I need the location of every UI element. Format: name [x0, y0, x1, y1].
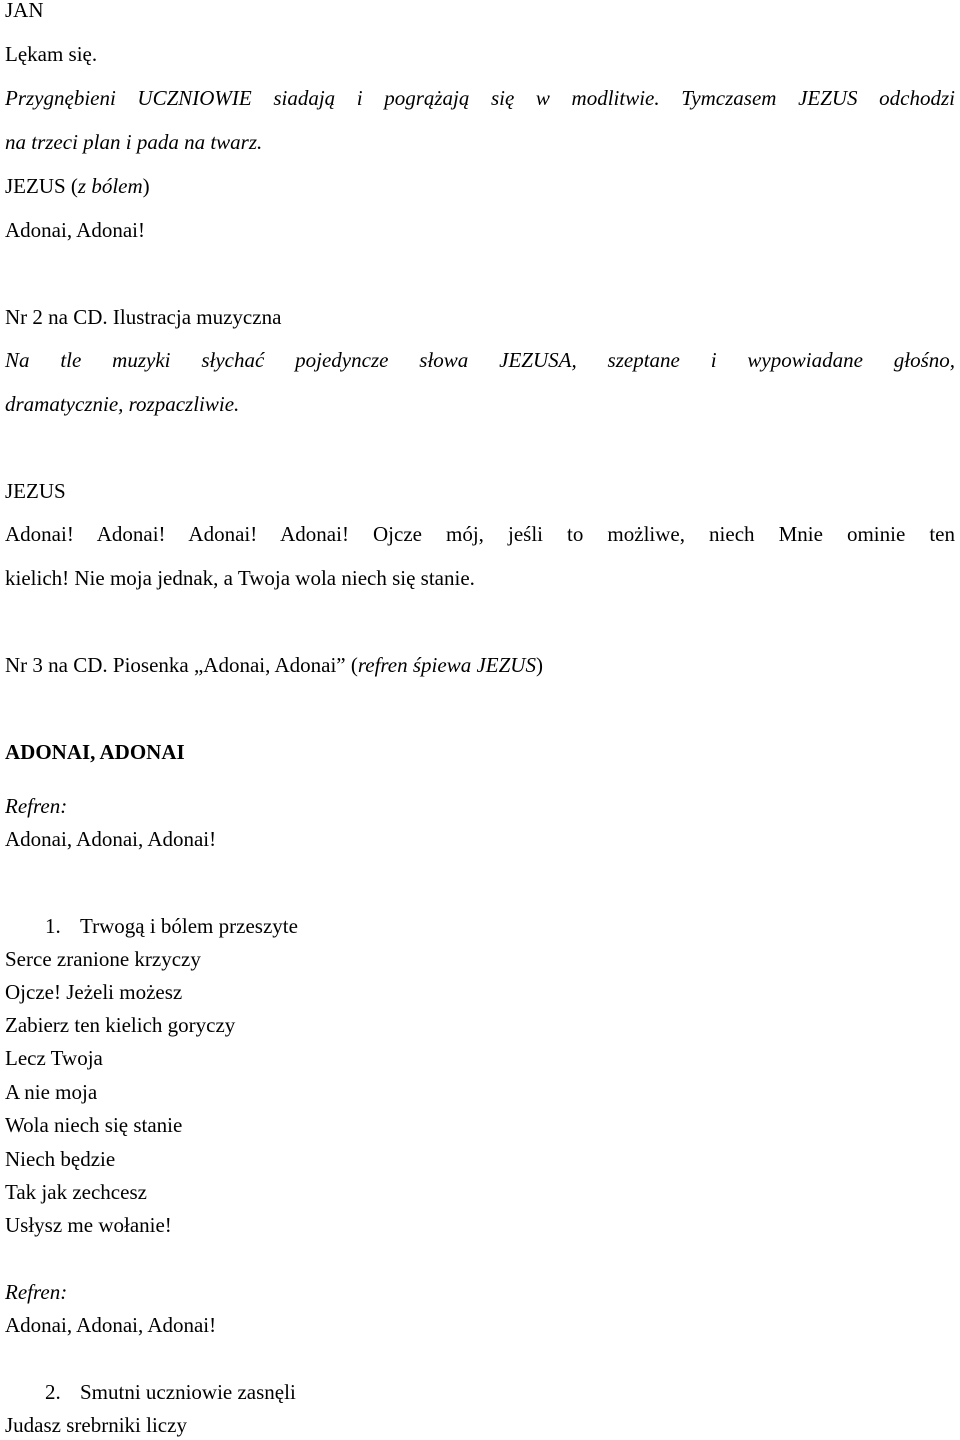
cd-track-note: Nr 2 na CD. Ilustracja muzyczna	[5, 305, 282, 329]
verse-line: Serce zranione krzyczy	[5, 947, 201, 971]
dialogue-line: Lękam się.	[5, 42, 98, 66]
speaker-name: JEZUS (	[5, 174, 78, 198]
refrain-label: Refren:	[5, 794, 68, 818]
refrain-text: Adonai, Adonai, Adonai!	[5, 1313, 217, 1337]
speaker-jan: JAN	[5, 0, 44, 22]
verse-1-line-1	[45, 913, 298, 939]
stage-direction-line-2: dramatycznie, rozpaczliwie.	[5, 392, 240, 416]
inline-direction: refren śpiewa JEZUS	[357, 653, 536, 677]
verse-number: 1.	[45, 914, 61, 938]
song-title: ADONAI, ADONAI	[5, 740, 185, 764]
inline-direction: z bólem	[77, 174, 143, 198]
verse-text: Trwogą i bólem przeszyte	[80, 914, 298, 938]
speaker-jezus: JEZUS	[5, 479, 66, 503]
dialogue-line: Adonai, Adonai!	[5, 218, 145, 242]
verse-line: Niech będzie	[5, 1147, 116, 1171]
speaker-jezus-with-direction	[5, 173, 150, 199]
verse-line: Tak jak zechcesz	[5, 1180, 147, 1204]
closing-paren: )	[535, 653, 543, 677]
verse-line: Ojcze! Jeżeli możesz	[5, 980, 183, 1004]
verse-line: Usłysz me wołanie!	[5, 1213, 172, 1237]
verse-text: Smutni uczniowie zasnęli	[80, 1380, 296, 1404]
dialogue-line-2: kielich! Nie moja jednak, a Twoja wola niech się stanie.	[5, 566, 475, 590]
refrain-label: Refren:	[5, 1280, 68, 1304]
dialogue-line-1: Adonai! Adonai! Adonai! Adonai! Ojcze mój, jeśli to możliwe, niech Mnie ominie ten	[5, 522, 955, 546]
stage-direction-line-1: Na tle muzyki słychać pojedyncze słowa JEZUSA, szeptane i wypowiadane głośno,	[5, 348, 955, 372]
stage-direction-line-1: Przygnębieni UCZNIOWIE siadają i pogrążają się w modlitwie. Tymczasem JEZUS odchodzi	[5, 86, 955, 110]
stage-direction-line-2: na trzeci plan i pada na twarz.	[5, 130, 263, 154]
verse-line: Zabierz ten kielich goryczy	[5, 1013, 236, 1037]
cd-track-note	[5, 652, 543, 678]
closing-paren: )	[142, 174, 150, 198]
verse-line: Lecz Twoja	[5, 1046, 103, 1070]
verse-line: Wola niech się stanie	[5, 1113, 183, 1137]
verse-line: Judasz srebrniki liczy	[5, 1413, 187, 1437]
verse-line: A nie moja	[5, 1080, 98, 1104]
track-title: Nr 3 na CD. Piosenka „Adonai, Adonai” (	[5, 653, 358, 677]
verse-2-line-1	[45, 1379, 296, 1405]
verse-number: 2.	[45, 1380, 61, 1404]
refrain-text: Adonai, Adonai, Adonai!	[5, 827, 217, 851]
